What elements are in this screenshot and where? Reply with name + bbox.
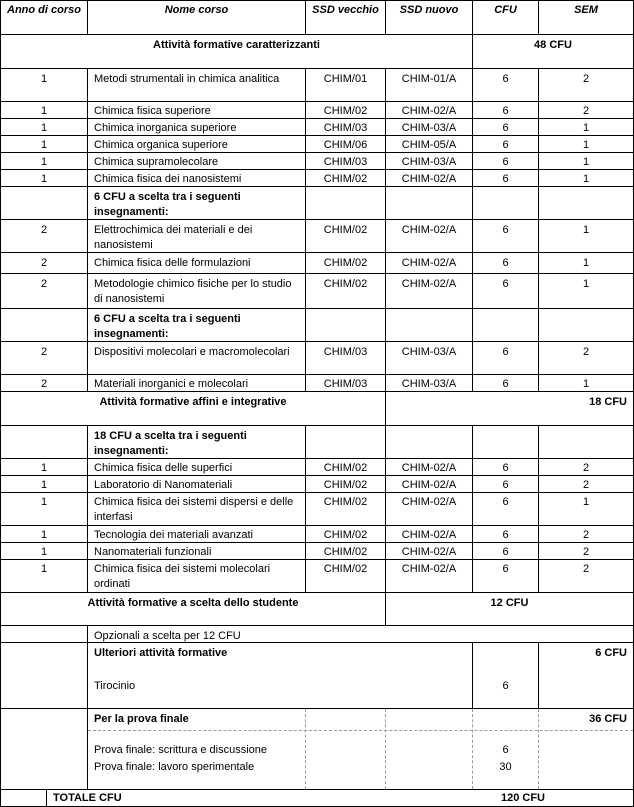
row-anno: 1 [40, 122, 48, 134]
row-anno: 2 [40, 278, 48, 290]
row-ssd-vecchio: CHIM/03 [323, 156, 368, 168]
section-caratterizzanti-label: Attività formative caratterizzanti [153, 39, 320, 51]
row-cfu: 6 [502, 105, 509, 117]
row-anno: 1 [40, 105, 48, 117]
row-sem: 2 [582, 73, 590, 85]
header-nome: Nome corso [164, 4, 229, 16]
row-ssd-nuovo: CHIM-02/A [401, 546, 457, 558]
row-sem: 2 [582, 563, 590, 575]
section-ulteriori-cfu: 6 CFU [595, 647, 627, 659]
row-anno: 1 [40, 563, 48, 575]
row-sem: 2 [582, 529, 590, 541]
row-sem: 1 [582, 173, 590, 185]
prova-item-label: Prova finale: scrittura e discussione [94, 744, 268, 756]
row-nome: Materiali inorganici e molecolari [94, 378, 249, 390]
row-ssd-vecchio: CHIM/01 [323, 73, 368, 85]
row-nome: Chimica fisica dei sistemi molecolari ordinati [94, 563, 271, 590]
section-ulteriori-label: Ulteriori attività formative [94, 647, 228, 659]
row-cfu: 6 [502, 173, 509, 185]
row-cfu: 6 [502, 546, 509, 558]
row-anno: 1 [40, 479, 48, 491]
prova-item-cfu: 30 [499, 761, 512, 773]
row-nome: Chimica supramolecolare [94, 156, 219, 168]
row-sem: 1 [582, 496, 590, 508]
row-nome: Laboratorio di Nanomateriali [94, 479, 233, 491]
row-anno: 1 [40, 546, 48, 558]
row-ssd-vecchio: CHIM/02 [323, 105, 368, 117]
row-ssd-nuovo: CHIM-03/A [401, 346, 457, 358]
row-anno: 1 [40, 462, 48, 474]
row-sem: 1 [582, 156, 590, 168]
section-caratterizzanti-cfu: 48 CFU [534, 39, 572, 51]
row-anno: 2 [40, 224, 48, 236]
row-ssd-nuovo: CHIM-01/A [401, 73, 457, 85]
row-anno: 1 [40, 529, 48, 541]
row-anno: 2 [40, 257, 48, 269]
row-cfu: 6 [502, 529, 509, 541]
row-cfu: 6 [502, 462, 509, 474]
row-anno: 1 [40, 73, 48, 85]
header-ssd-vecchio: SSD vecchio [312, 4, 379, 16]
row-sem: 1 [582, 378, 590, 390]
row-nome: Chimica fisica dei nanosistemi [94, 173, 242, 185]
row-anno: 1 [40, 173, 48, 185]
row-anno: 2 [40, 346, 48, 358]
row-ssd-vecchio: CHIM/02 [323, 479, 368, 491]
opzionali-text: Opzionali a scelta per 12 CFU [94, 630, 241, 642]
row-ssd-nuovo: CHIM-03/A [401, 156, 457, 168]
section-affini-cfu: 18 CFU [589, 396, 627, 408]
row-sem: 2 [582, 546, 590, 558]
row-ssd-nuovo: CHIM-02/A [401, 529, 457, 541]
row-ssd-nuovo: CHIM-03/A [401, 378, 457, 390]
row-nome: Nanomateriali funzionali [94, 546, 212, 558]
row-sem: 2 [582, 479, 590, 491]
row-ssd-vecchio: CHIM/03 [323, 122, 368, 134]
prova-item-cfu: 6 [502, 744, 509, 756]
tirocinio-label: Tirocinio [94, 680, 136, 692]
row-sem: 1 [582, 224, 590, 236]
row-cfu: 6 [502, 257, 509, 269]
row-ssd-nuovo: CHIM-02/A [401, 496, 457, 508]
row-cfu: 6 [502, 563, 509, 575]
row-sem: 1 [582, 257, 590, 269]
dashed-rule [88, 730, 633, 731]
row-nome: Chimica fisica superiore [94, 105, 211, 117]
row-ssd-vecchio: CHIM/02 [323, 529, 368, 541]
row-ssd-vecchio: CHIM/02 [323, 173, 368, 185]
section-scelta-label: Attività formative a scelta dello studente [87, 597, 299, 609]
header-anno: Anno di corso [7, 4, 81, 16]
row-cfu: 6 [502, 278, 509, 290]
row-ssd-nuovo: CHIM-02/A [401, 563, 457, 575]
row-nome: Chimica fisica delle superfici [94, 462, 233, 474]
group-heading: 6 CFU a scelta tra i seguenti insegnamenti: [94, 313, 241, 340]
row-ssd-vecchio: CHIM/02 [323, 278, 368, 290]
section-scelta-cfu: 12 CFU [490, 597, 529, 609]
row-ssd-vecchio: CHIM/02 [323, 257, 368, 269]
row-nome: Dispositivi molecolari e macromolecolari [94, 346, 290, 358]
row-sem: 1 [582, 278, 590, 290]
row-anno: 1 [40, 496, 48, 508]
row-cfu: 6 [502, 378, 509, 390]
row-cfu: 6 [502, 156, 509, 168]
dashed-rule [385, 709, 386, 789]
row-nome: Chimica fisica dei sistemi dispersi e delle interfasi [94, 496, 294, 523]
row-ssd-vecchio: CHIM/02 [323, 563, 368, 575]
header-ssd-nuovo: SSD nuovo [399, 4, 459, 16]
row-cfu: 6 [502, 73, 509, 85]
row-ssd-nuovo: CHIM-02/A [401, 173, 457, 185]
section-affini-label: Attività formative affini e integrative [99, 396, 287, 408]
row-nome: Chimica fisica delle formulazioni [94, 257, 251, 269]
row-cfu: 6 [502, 346, 509, 358]
row-cfu: 6 [502, 139, 509, 151]
row-ssd-nuovo: CHIM-02/A [401, 257, 457, 269]
group-heading: 18 CFU a scelta tra i seguenti insegnamenti: [94, 430, 247, 457]
row-ssd-vecchio: CHIM/02 [323, 546, 368, 558]
row-ssd-vecchio: CHIM/06 [323, 139, 368, 151]
row-cfu: 6 [502, 224, 509, 236]
header-cfu: CFU [494, 4, 517, 16]
row-ssd-nuovo: CHIM-02/A [401, 462, 457, 474]
row-ssd-nuovo: CHIM-03/A [401, 122, 457, 134]
rule [472, 642, 473, 708]
row-ssd-nuovo: CHIM-05/A [401, 139, 457, 151]
row-nome: Chimica inorganica superiore [94, 122, 237, 134]
row-cfu: 6 [502, 479, 509, 491]
row-nome: Tecnologia dei materiali avanzati [94, 529, 253, 541]
row-nome: Elettrochimica dei materiali e dei nanosistemi [94, 224, 253, 251]
group-heading: 6 CFU a scelta tra i seguenti insegnamenti: [94, 191, 241, 218]
row-ssd-vecchio: CHIM/02 [323, 462, 368, 474]
row-nome: Metodologie chimico fisiche per lo studio di nanosistemi [94, 278, 292, 305]
row-cfu: 6 [502, 496, 509, 508]
row-nome: Chimica organica superiore [94, 139, 228, 151]
section-prova-label: Per la prova finale [94, 713, 189, 725]
row-sem: 2 [582, 105, 590, 117]
tirocinio-cfu: 6 [502, 680, 509, 692]
row-ssd-vecchio: CHIM/03 [323, 378, 368, 390]
section-prova-cfu: 36 CFU [589, 713, 627, 725]
row-sem: 1 [582, 122, 590, 134]
row-sem: 2 [582, 462, 590, 474]
row-anno: 2 [40, 378, 48, 390]
row-ssd-nuovo: CHIM-02/A [401, 479, 457, 491]
totale-label: TOTALE CFU [53, 792, 122, 804]
row-ssd-nuovo: CHIM-02/A [401, 278, 457, 290]
header-sem: SEM [574, 4, 598, 16]
row-sem: 2 [582, 346, 590, 358]
row-ssd-vecchio: CHIM/02 [323, 224, 368, 236]
row-ssd-vecchio: CHIM/02 [323, 496, 368, 508]
row-cfu: 6 [502, 122, 509, 134]
totale-cfu: 120 CFU [500, 792, 546, 804]
row-sem: 1 [582, 139, 590, 151]
row-anno: 1 [40, 156, 48, 168]
row-ssd-nuovo: CHIM-02/A [401, 105, 457, 117]
row-nome: Metodi strumentali in chimica analitica [94, 73, 280, 85]
row-ssd-nuovo: CHIM-02/A [401, 224, 457, 236]
prova-item-label: Prova finale: lavoro sperimentale [94, 761, 255, 773]
row-anno: 1 [40, 139, 48, 151]
row-ssd-vecchio: CHIM/03 [323, 346, 368, 358]
